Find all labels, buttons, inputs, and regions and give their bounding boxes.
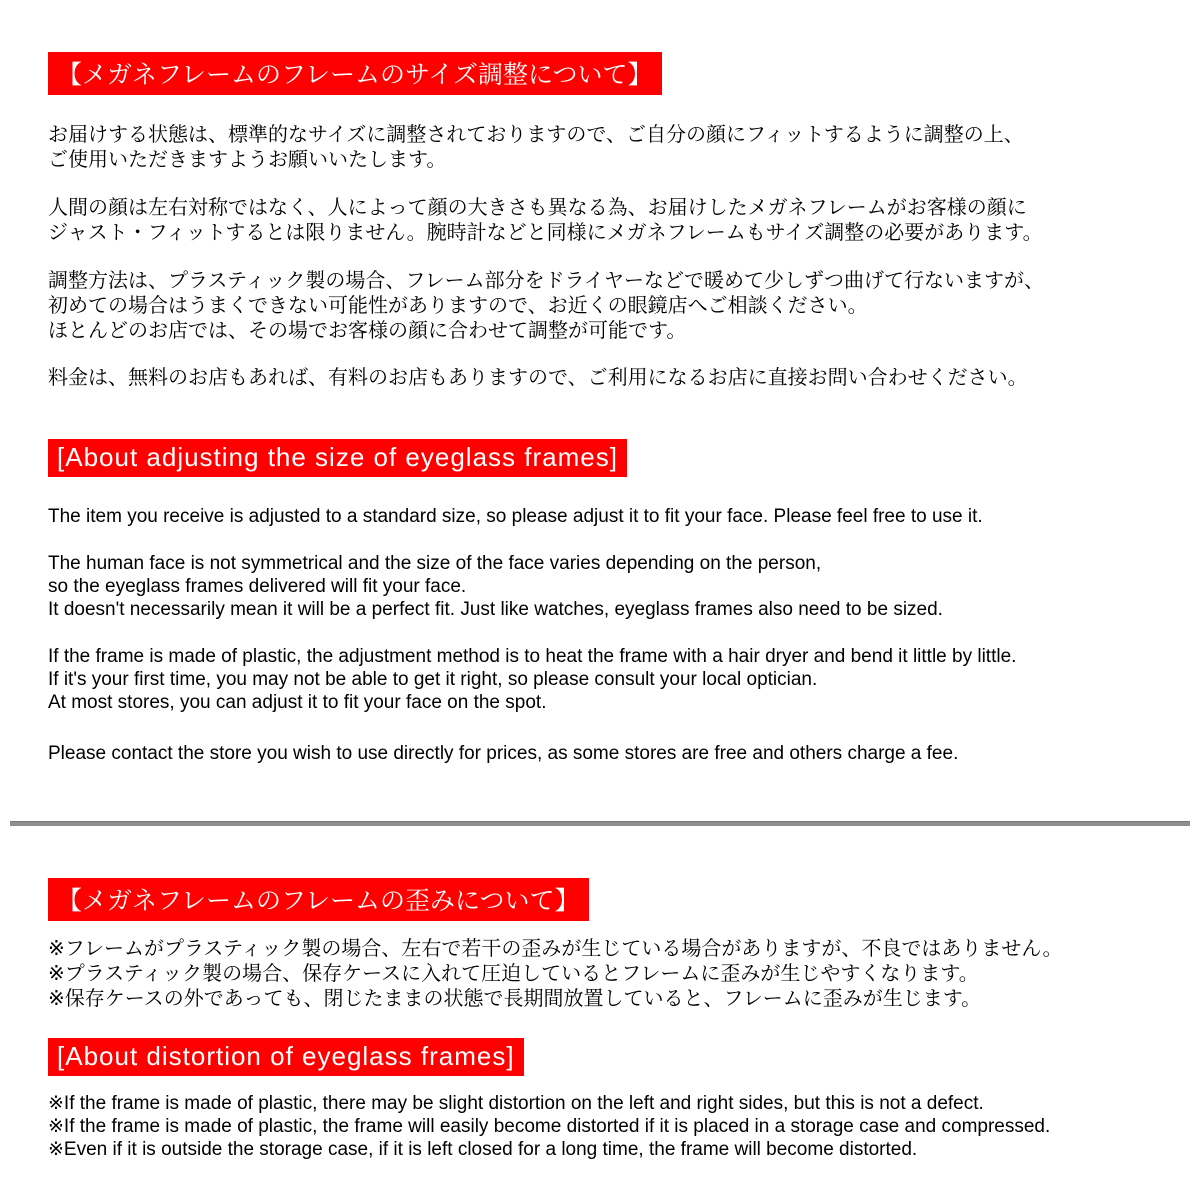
text-line: お届けする状態は、標準的なサイズに調整されておりますので、ご自分の顔にフィットするように調整の上、 (48, 124, 1024, 146)
size-paragraph-en-fees (48, 742, 1170, 765)
text-line: 調整方法は、プラスティック製の場合、フレーム部分をドライヤーなどで暖めて少しずつ曲げて行ないますが、 (48, 270, 1044, 292)
text-line: It doesn't necessarily mean it will be a perfect fit. Just like watches, eyeglass frames also need to be sized. (48, 599, 943, 620)
size-paragraph-jp-adjust-method (48, 269, 1170, 344)
size-paragraph-en-adjust-method (48, 645, 1170, 714)
text-line: At most stores, you can adjust it to fit your face on the spot. (48, 692, 547, 713)
text-line: ジャスト・フィットするとは限りません。腕時計などと同様にメガネフレームもサイズ調整の必要があります。 (48, 222, 1043, 244)
text-line: ※プラスティック製の場合、保存ケースに入れて圧迫しているとフレームに歪みが生じやすくなります。 (48, 963, 979, 985)
text-line: ほとんどのお店では、その場でお客様の顔に合わせて調整が可能です。 (48, 320, 687, 342)
text-line: 人間の顔は左右対称ではなく、人によって顔の大きさも異なる為、お届けしたメガネフレームがお客様の顔に (48, 197, 1027, 219)
distortion-section (0, 826, 1200, 1161)
size-paragraph-jp-delivery (48, 123, 1170, 173)
size-paragraph-jp-fees (48, 366, 1170, 391)
text-line: so the eyeglass frames delivered will fit your face. (48, 576, 467, 597)
distortion-notes-jp (48, 937, 1170, 1012)
size-paragraph-en-delivery (48, 505, 1170, 528)
size-paragraph-jp-face-symmetry (48, 196, 1170, 246)
text-line: ※If the frame is made of plastic, the frame will easily become distorted if it is placed in a storage case and compressed. (48, 1116, 1051, 1137)
distortion-notes-en (48, 1092, 1170, 1161)
text-line: If the frame is made of plastic, the adjustment method is to heat the frame with a hair dryer and bend it little by little. (48, 646, 1017, 667)
text-line: ※Even if it is outside the storage case, if it is left closed for a long time, the frame will become distorted. (48, 1139, 918, 1160)
distortion-section-title-en: [About distortion of eyeglass frames] (48, 1038, 524, 1076)
text-line: ※フレームがプラスティック製の場合、左右で若干の歪みが生じている場合がありますが、不良ではありません。 (48, 938, 1063, 960)
text-line: If it's your first time, you may not be able to get it right, so please consult your local optician. (48, 669, 818, 690)
size-section-title-en: [About adjusting the size of eyeglass frames] (48, 439, 627, 477)
text-line: The human face is not symmetrical and the size of the face varies depending on the person, (48, 553, 822, 574)
text-line: The item you receive is adjusted to a standard size, so please adjust it to fit your face. Please feel free to use it. (48, 506, 983, 527)
distortion-section-title-jp: 【メガネフレームのフレームの歪みについて】 (48, 878, 589, 921)
size-paragraph-en-face-symmetry (48, 552, 1170, 621)
text-line: 料金は、無料のお店もあれば、有料のお店もありますので、ご利用になるお店に直接お問い合わせください。 (48, 367, 1028, 389)
size-section-title-jp: 【メガネフレームのフレームのサイズ調整について】 (48, 52, 662, 95)
text-line: ご使用いただきますようお願いいたします。 (48, 149, 447, 171)
text-line: Please contact the store you wish to use directly for prices, as some stores are free and others charge a fee. (48, 743, 959, 764)
text-line: ※If the frame is made of plastic, there may be slight distortion on the left and right sides, but this is not a defect. (48, 1093, 984, 1114)
text-line: 初めての場合はうまくできない可能性がありますので、お近くの眼鏡店へご相談ください。 (48, 295, 868, 317)
text-line: ※保存ケースの外であっても、閉じたままの状態で長期間放置していると、フレームに歪みが生じます。 (48, 988, 982, 1010)
